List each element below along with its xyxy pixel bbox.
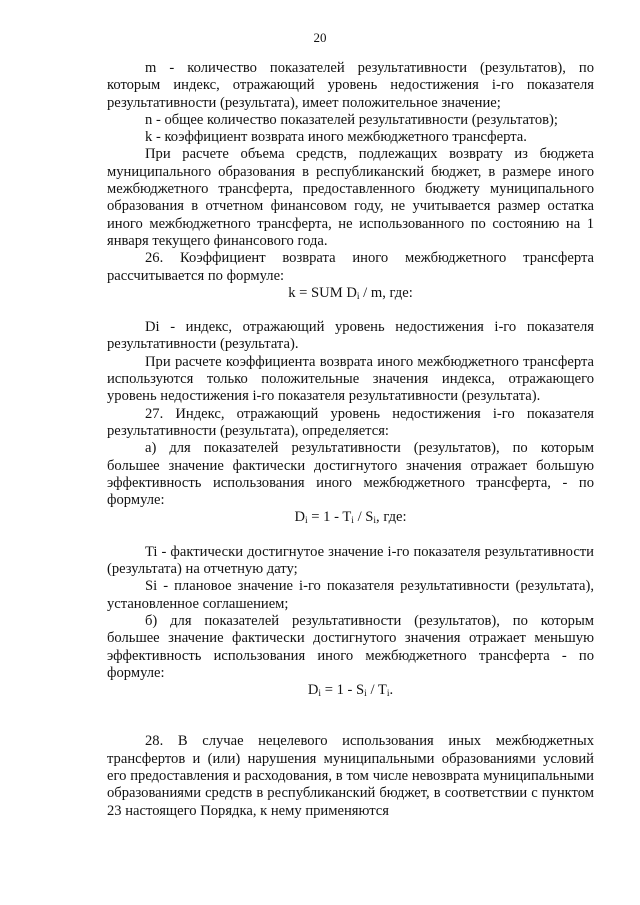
formula-di-b-t-sub: i	[386, 689, 390, 700]
formula-di-a-t: = 1 - T	[307, 509, 352, 526]
paragraph-m-definition: m - количество показателей результативности (результатов), по которым индекс, отражающий уровень недостижения i-го показателя результативности (результата), имеет положительное значение;	[107, 60, 594, 111]
formula-di-b-s: = 1 - S	[321, 682, 365, 699]
formula-k-pre: k = SUM D	[288, 284, 357, 301]
paragraph-28: 28. В случае нецелевого использования иных межбюджетных трансфертов и (или) нарушения муниципальными образованиями условий его предоставления и расходования, в том числе невозврата муниципальными образованиями средств в республиканский бюджет, в соответствии с пунктом 23 настоящего Порядка, к нему применяются	[107, 733, 594, 819]
paragraph-27b: б) для показателей результативности (результатов), по которым большее значение фактически достигнутого значения отражает меньшую эффективность использования иного межбюджетного трансферта - по формуле:	[107, 612, 594, 681]
formula-di-b-d-sub: i	[318, 689, 322, 700]
formula-di-a-t-sub: i	[351, 516, 354, 527]
formula-di-a	[107, 509, 594, 526]
paragraph-return-volume: При расчете объема средств, подлежащих возврату из бюджета муниципального образования в республиканский бюджет, в размере иного межбюджетного трансферта, предоставленного бюджету муниципального образования в отчетном финансовом году, не учитывается размер остатка иного межбюджетного трансферта, не использованного по состоянию на 1 января текущего финансового года.	[107, 146, 594, 249]
formula-di-b-s-sub: i	[364, 689, 367, 700]
paragraph-k-definition: k - коэффициент возврата иного межбюджетного трансферта.	[145, 129, 527, 146]
document-body	[107, 60, 594, 820]
formula-di-b	[107, 682, 594, 699]
paragraph-27: 27. Индекс, отражающий уровень недостижения i-го показателя результативности (результата), определяется:	[107, 405, 594, 439]
formula-di-a-d: D	[294, 509, 305, 526]
paragraph-positive-values: При расчете коэффициента возврата иного межбюджетного трансферта используются только положительные значения индекса, отражающего уровень недостижения i-го показателя результативности (результата).	[107, 353, 594, 405]
page-number: 20	[313, 30, 327, 45]
paragraph-ti-definition: Ti - фактически достигнутое значение i-го показателя результативности (результата) на отчетную дату;	[107, 543, 594, 578]
formula-di-b-tail: .	[389, 682, 394, 699]
paragraph-si-definition: Si - плановое значение i-го показателя результативности (результата), установленное соглашением;	[107, 578, 594, 612]
formula-di-a-s: / S	[353, 509, 374, 526]
paragraph-n-definition: n - общее количество показателей результативности (результатов);	[145, 111, 558, 128]
formula-k-sub: i	[356, 291, 360, 302]
formula-di-a-d-sub: i	[305, 516, 308, 527]
paragraph-26: 26. Коэффициент возврата иного межбюджетного трансферта рассчитывается по формуле:	[107, 250, 594, 284]
formula-k-post: / m, где:	[359, 284, 413, 301]
formula-di-b-t: / T	[366, 682, 387, 699]
paragraph-di-definition: Di - индекс, отражающий уровень недостижения i-го показателя результативности (результата).	[107, 319, 594, 353]
formula-di-a-tail: , где:	[376, 509, 407, 526]
formula-di-a-s-sub: i	[373, 516, 377, 527]
formula-di-b-d: D	[307, 682, 319, 699]
formula-k	[107, 285, 594, 302]
paragraph-27a: а) для показателей результативности (результатов), по которым большее значение фактически достигнутого значения отражает большую эффективность использования иного межбюджетного трансферта, - по формуле:	[107, 440, 594, 509]
